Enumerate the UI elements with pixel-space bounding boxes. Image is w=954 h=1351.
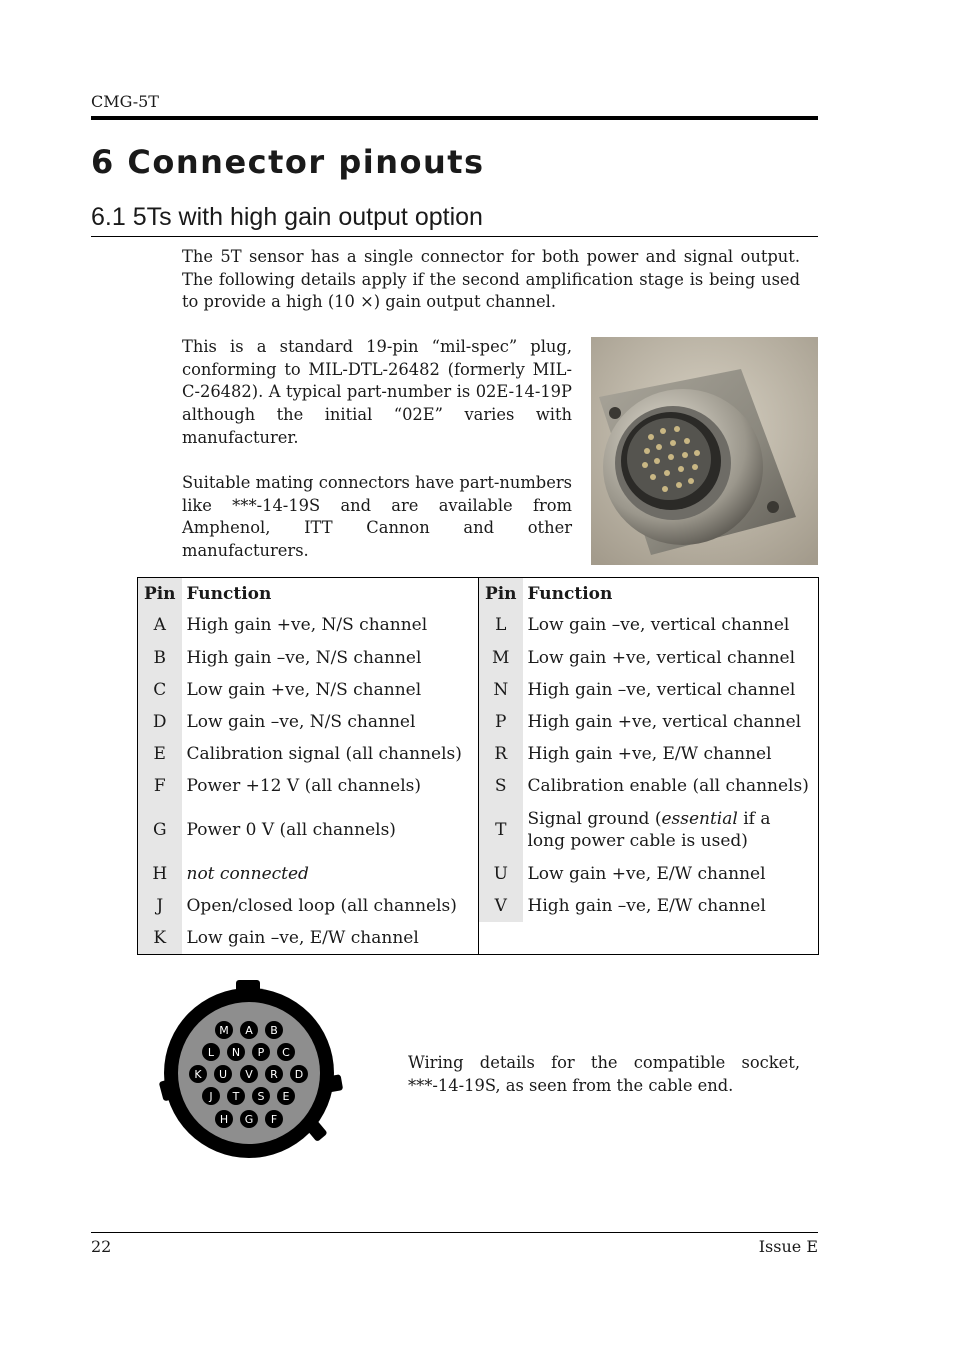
pin-letter: J [138, 890, 182, 922]
pin-letter: F [138, 770, 182, 802]
pin-letter: H [138, 858, 182, 890]
socket-pin-a [240, 1021, 258, 1039]
pin-function: Power +12 V (all channels) [186, 776, 421, 797]
socket-pin-label: G [244, 1113, 254, 1126]
pin-function: Calibration signal (all channels) [186, 744, 462, 765]
socket-pin-u [214, 1065, 232, 1083]
socket-pin-l [202, 1043, 220, 1061]
section-rule [91, 236, 818, 237]
function-header: Function [186, 583, 272, 604]
socket-pin-label: T [232, 1090, 240, 1103]
connector-photo [591, 337, 818, 565]
pin-letter: V [479, 890, 523, 922]
socket-pin-label: C [282, 1046, 290, 1059]
pin-function: Low gain –ve, E/W channel [186, 928, 419, 949]
pin-letter: P [479, 706, 523, 738]
socket-pin-m [215, 1021, 233, 1039]
pin-letter: A [138, 609, 182, 641]
socket-pin-label: L [207, 1046, 215, 1059]
pin-function: Power 0 V (all channels) [186, 820, 396, 841]
socket-pin-b [265, 1021, 283, 1039]
function-text: if a long power cable is used) [527, 809, 771, 852]
socket-pin-j [202, 1087, 220, 1105]
table-row [138, 609, 819, 641]
table-row [138, 706, 819, 738]
table-row [138, 802, 819, 857]
socket-pin-s [252, 1087, 270, 1105]
socket-pin-label: B [270, 1024, 278, 1037]
plug-paragraph: This is a standard 19-pin “mil-spec” plug, conforming to MIL-DTL-26482 (formerly MIL-C-26482). A typical part-number is 02E-14-19P although the initial “02E” varies with manufacturer. [182, 337, 572, 447]
pin-letter: C [138, 674, 182, 706]
pin-letter: L [479, 609, 523, 641]
mating-paragraph: Suitable mating connectors have part-numbers like ***-14-19S and are available from Amphenol, ITT Cannon and other manufacturers. [182, 473, 572, 561]
pin-letter: E [138, 738, 182, 770]
socket-pin-t [227, 1087, 245, 1105]
pin-function: High gain –ve, E/W channel [527, 896, 766, 917]
socket-pin-label: P [257, 1046, 265, 1059]
socket-pin-label: R [270, 1068, 278, 1081]
function-emphasis: essential [661, 809, 738, 830]
table-row [138, 890, 819, 922]
chapter-title: 6 Connector pinouts [91, 143, 485, 181]
pin-letter: N [479, 674, 523, 706]
pin-header: Pin [479, 578, 523, 610]
pin-function: Calibration enable (all channels) [527, 776, 809, 797]
running-header: CMG-5T [91, 92, 159, 111]
pin-function: Low gain +ve, N/S channel [186, 679, 422, 700]
pin-function: Open/closed loop (all channels) [186, 896, 457, 917]
footer-rule [91, 1232, 818, 1233]
socket-pin-label: F [270, 1113, 278, 1126]
socket-pin-g [240, 1110, 258, 1128]
socket-pin-label: V [245, 1068, 253, 1081]
pin-function: High gain –ve, vertical channel [527, 679, 796, 700]
pinout-table [137, 577, 819, 955]
socket-pin-n [227, 1043, 245, 1061]
socket-pin-label: A [245, 1024, 253, 1037]
socket-wiring-diagram [155, 978, 345, 1163]
table-row [138, 674, 819, 706]
pin-letter: S [479, 770, 523, 802]
empty-cell [479, 922, 819, 954]
pin-header: Pin [138, 578, 182, 610]
pin-letter: K [138, 922, 182, 954]
table-row [138, 738, 819, 770]
pin-function: High gain +ve, N/S channel [186, 615, 428, 636]
table-row [138, 922, 819, 954]
socket-pin-p [252, 1043, 270, 1061]
table-row [138, 770, 819, 802]
pin-function: Low gain +ve, vertical channel [527, 647, 796, 668]
pin-letter: B [138, 641, 182, 673]
socket-pin-f [265, 1110, 283, 1128]
function-header: Function [527, 583, 613, 604]
socket-pin-r [265, 1065, 283, 1083]
pin-function: Low gain –ve, N/S channel [186, 711, 416, 732]
socket-pin-c [277, 1043, 295, 1061]
socket-pin-label: D [294, 1068, 304, 1081]
function-text: Signal ground ( [527, 809, 662, 830]
page-number: 22 [91, 1237, 112, 1256]
pin-function: High gain +ve, E/W channel [527, 744, 772, 765]
header-rule [91, 116, 818, 120]
socket-pin-k [189, 1065, 207, 1083]
socket-pin-label: J [209, 1090, 213, 1103]
pin-letter: M [479, 641, 523, 673]
socket-pin-label: H [219, 1113, 229, 1126]
pin-letter: G [138, 802, 182, 857]
table-header-row [138, 578, 819, 610]
wiring-caption: Wiring details for the compatible socket, ***-14-19S, as seen from the cable end. [408, 1053, 800, 1095]
pin-function: not connected [186, 863, 309, 884]
socket-pin-label: K [194, 1068, 202, 1081]
pin-letter: U [479, 858, 523, 890]
pin-letter: D [138, 706, 182, 738]
pin-function: High gain –ve, N/S channel [186, 647, 422, 668]
socket-pin-label: E [282, 1090, 290, 1103]
pin-letter: T [479, 802, 523, 857]
table-row [138, 858, 819, 890]
socket-pin-v [240, 1065, 258, 1083]
pin-function: High gain +ve, vertical channel [527, 711, 802, 732]
socket-pin-label: U [218, 1068, 228, 1081]
pin-function: Low gain –ve, vertical channel [527, 615, 790, 636]
pin-function [523, 802, 819, 857]
socket-pin-d [290, 1065, 308, 1083]
table-row [138, 641, 819, 673]
section-title: 6.1 5Ts with high gain output option [91, 203, 483, 231]
socket-pin-label: N [231, 1046, 241, 1059]
socket-pin-label: S [257, 1090, 265, 1103]
pin-function: Low gain +ve, E/W channel [527, 863, 766, 884]
socket-pin-e [277, 1087, 295, 1105]
socket-pin-h [215, 1110, 233, 1128]
socket-pin-label: M [219, 1024, 229, 1037]
intro-paragraph: The 5T sensor has a single connector for both power and signal output. The following details apply if the second amplification stage is being used to provide a high (10 ×) gain output channel. [182, 247, 800, 312]
pin-letter: R [479, 738, 523, 770]
issue-label: Issue E [758, 1237, 818, 1256]
